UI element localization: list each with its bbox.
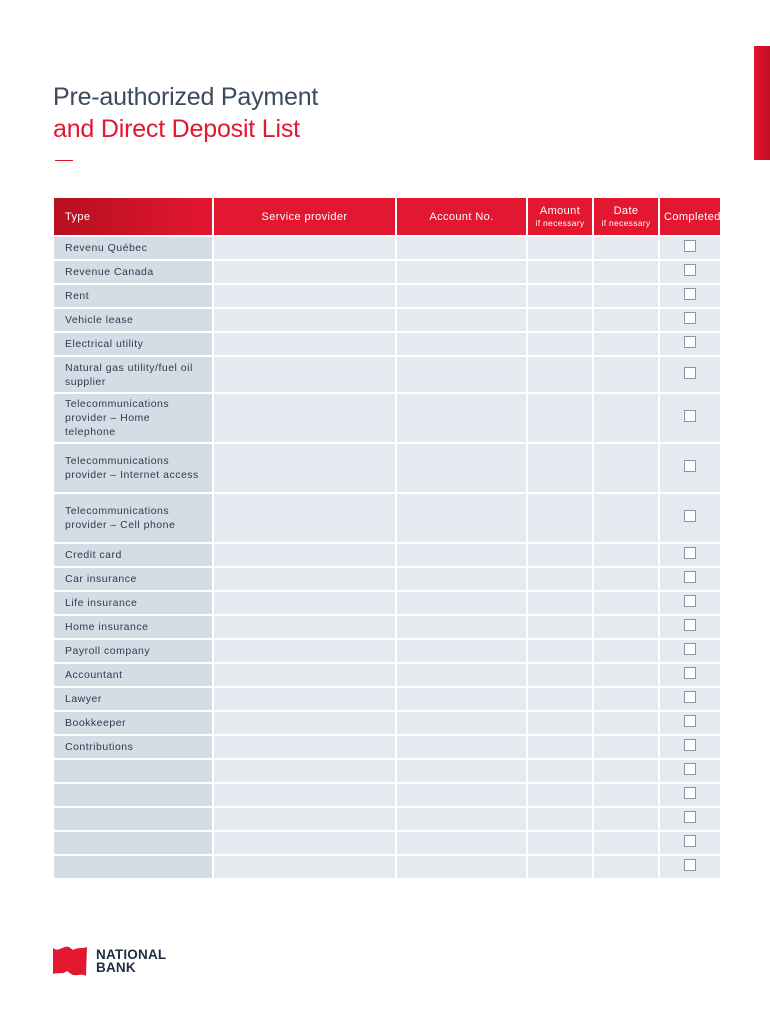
completed-checkbox[interactable] — [684, 571, 696, 583]
header-type: Type — [54, 198, 212, 235]
table-header-row — [54, 198, 720, 235]
row-type-cell: Credit card — [54, 544, 212, 566]
row-service-provider-field[interactable] — [214, 664, 395, 686]
row-amount-field[interactable] — [528, 808, 592, 830]
table-row — [54, 688, 720, 710]
row-service-provider-field[interactable] — [214, 712, 395, 734]
side-tab-accent — [754, 46, 770, 160]
row-date-field[interactable] — [594, 333, 658, 355]
row-type-cell: Electrical utility — [54, 333, 212, 355]
row-completed-cell — [660, 309, 720, 331]
row-completed-cell — [660, 616, 720, 638]
header-amount — [528, 198, 592, 235]
table-row — [54, 444, 720, 492]
header-date-label: Date — [613, 205, 639, 217]
title-line-2: and Direct Deposit List — [53, 115, 300, 143]
completed-checkbox[interactable] — [684, 288, 696, 300]
row-account-no-field[interactable] — [397, 616, 526, 638]
brand-line-2: BANK — [96, 960, 136, 975]
row-completed-cell — [660, 568, 720, 590]
row-amount-field[interactable] — [528, 688, 592, 710]
row-completed-cell — [660, 640, 720, 662]
table-row — [54, 832, 720, 854]
row-completed-cell — [660, 333, 720, 355]
header-date-sub: if necessary — [601, 218, 651, 228]
row-service-provider-field[interactable] — [214, 616, 395, 638]
header-account-no: Account No. — [397, 198, 526, 235]
row-type-cell: Revenu Québec — [54, 237, 212, 259]
row-account-no-field[interactable] — [397, 736, 526, 758]
table-row — [54, 494, 720, 542]
brand-line-1: NATIONAL — [96, 947, 167, 962]
header-service-provider: Service provider — [214, 198, 395, 235]
row-completed-cell — [660, 544, 720, 566]
row-account-no-field[interactable] — [397, 760, 526, 782]
row-amount-field[interactable] — [528, 237, 592, 259]
header-amount-sub: if necessary — [535, 218, 585, 228]
row-date-field[interactable] — [594, 592, 658, 614]
row-account-no-field[interactable] — [397, 333, 526, 355]
row-service-provider-field[interactable] — [214, 394, 395, 442]
row-amount-field[interactable] — [528, 333, 592, 355]
row-type-cell — [54, 760, 212, 782]
completed-checkbox[interactable] — [684, 460, 696, 472]
row-date-field[interactable] — [594, 494, 658, 542]
row-date-field[interactable] — [594, 760, 658, 782]
row-date-field[interactable] — [594, 832, 658, 854]
row-date-field[interactable] — [594, 616, 658, 638]
row-type-cell: Telecommunications provider – Cell phone — [54, 494, 212, 542]
row-date-field[interactable] — [594, 640, 658, 662]
row-amount-field[interactable] — [528, 832, 592, 854]
row-service-provider-field[interactable] — [214, 808, 395, 830]
completed-checkbox[interactable] — [684, 787, 696, 799]
completed-checkbox[interactable] — [684, 547, 696, 559]
row-amount-field[interactable] — [528, 784, 592, 806]
brand-name — [96, 948, 166, 974]
row-type-cell: Lawyer — [54, 688, 212, 710]
row-account-no-field[interactable] — [397, 784, 526, 806]
row-amount-field[interactable] — [528, 444, 592, 492]
row-completed-cell — [660, 712, 720, 734]
row-account-no-field[interactable] — [397, 832, 526, 854]
row-type-cell: Rent — [54, 285, 212, 307]
row-type-cell: Natural gas utility/fuel oil supplier — [54, 357, 212, 392]
row-date-field[interactable] — [594, 736, 658, 758]
row-amount-field[interactable] — [528, 357, 592, 392]
completed-checkbox[interactable] — [684, 715, 696, 727]
completed-checkbox[interactable] — [684, 739, 696, 751]
row-service-provider-field[interactable] — [214, 568, 395, 590]
row-type-cell: Payroll company — [54, 640, 212, 662]
table-row — [54, 640, 720, 662]
table-body — [54, 237, 720, 878]
row-amount-field[interactable] — [528, 856, 592, 878]
row-completed-cell — [660, 760, 720, 782]
row-completed-cell — [660, 494, 720, 542]
row-type-cell: Telecommunications provider – Home telephone — [54, 394, 212, 442]
table-row — [54, 544, 720, 566]
row-completed-cell — [660, 285, 720, 307]
header-amount-label: Amount — [539, 205, 581, 217]
table-row — [54, 237, 720, 259]
table-row — [54, 784, 720, 806]
row-account-no-field[interactable] — [397, 544, 526, 566]
row-completed-cell — [660, 856, 720, 878]
row-account-no-field[interactable] — [397, 568, 526, 590]
row-service-provider-field[interactable] — [214, 832, 395, 854]
row-amount-field[interactable] — [528, 494, 592, 542]
completed-checkbox[interactable] — [684, 643, 696, 655]
payment-deposit-table — [52, 196, 722, 880]
row-amount-field[interactable] — [528, 712, 592, 734]
row-date-field[interactable] — [594, 688, 658, 710]
completed-checkbox[interactable] — [684, 763, 696, 775]
row-service-provider-field[interactable] — [214, 736, 395, 758]
table-row — [54, 592, 720, 614]
row-amount-field[interactable] — [528, 394, 592, 442]
header-date — [594, 198, 658, 235]
completed-checkbox[interactable] — [684, 691, 696, 703]
row-date-field[interactable] — [594, 444, 658, 492]
row-account-no-field[interactable] — [397, 237, 526, 259]
row-account-no-field[interactable] — [397, 444, 526, 492]
row-completed-cell — [660, 664, 720, 686]
row-amount-field[interactable] — [528, 285, 592, 307]
row-service-provider-field[interactable] — [214, 357, 395, 392]
table-row — [54, 760, 720, 782]
completed-checkbox[interactable] — [684, 835, 696, 847]
table-row — [54, 736, 720, 758]
completed-checkbox[interactable] — [684, 595, 696, 607]
completed-checkbox[interactable] — [684, 667, 696, 679]
row-date-field[interactable] — [594, 808, 658, 830]
row-date-field[interactable] — [594, 237, 658, 259]
row-date-field[interactable] — [594, 285, 658, 307]
row-date-field[interactable] — [594, 712, 658, 734]
row-account-no-field[interactable] — [397, 357, 526, 392]
title-divider — [55, 160, 73, 161]
completed-checkbox[interactable] — [684, 859, 696, 871]
completed-checkbox[interactable] — [684, 240, 696, 252]
row-service-provider-field[interactable] — [214, 592, 395, 614]
row-service-provider-field[interactable] — [214, 856, 395, 878]
row-completed-cell — [660, 832, 720, 854]
row-type-cell — [54, 832, 212, 854]
page-title — [53, 81, 318, 145]
completed-checkbox[interactable] — [684, 410, 696, 422]
row-account-no-field[interactable] — [397, 494, 526, 542]
row-type-cell — [54, 808, 212, 830]
row-date-field[interactable] — [594, 568, 658, 590]
row-completed-cell — [660, 394, 720, 442]
row-service-provider-field[interactable] — [214, 688, 395, 710]
row-amount-field[interactable] — [528, 592, 592, 614]
table-row — [54, 856, 720, 878]
row-service-provider-field[interactable] — [214, 333, 395, 355]
row-type-cell: Home insurance — [54, 616, 212, 638]
row-completed-cell — [660, 808, 720, 830]
table-row — [54, 616, 720, 638]
table-row — [54, 394, 720, 442]
row-date-field[interactable] — [594, 856, 658, 878]
row-account-no-field[interactable] — [397, 640, 526, 662]
completed-checkbox[interactable] — [684, 264, 696, 276]
row-type-cell — [54, 784, 212, 806]
row-amount-field[interactable] — [528, 261, 592, 283]
row-type-cell — [54, 856, 212, 878]
row-service-provider-field[interactable] — [214, 237, 395, 259]
row-type-cell: Contributions — [54, 736, 212, 758]
row-account-no-field[interactable] — [397, 394, 526, 442]
completed-checkbox[interactable] — [684, 811, 696, 823]
row-service-provider-field[interactable] — [214, 494, 395, 542]
table-row — [54, 285, 720, 307]
row-type-cell: Accountant — [54, 664, 212, 686]
table-row — [54, 357, 720, 392]
row-completed-cell — [660, 261, 720, 283]
title-line-1: Pre-authorized Payment — [53, 83, 319, 111]
row-amount-field[interactable] — [528, 736, 592, 758]
national-bank-logo — [52, 944, 166, 978]
national-bank-flag-icon — [52, 944, 88, 978]
completed-checkbox[interactable] — [684, 510, 696, 522]
row-type-cell: Revenue Canada — [54, 261, 212, 283]
row-service-provider-field[interactable] — [214, 640, 395, 662]
row-account-no-field[interactable] — [397, 261, 526, 283]
row-date-field[interactable] — [594, 394, 658, 442]
row-completed-cell — [660, 784, 720, 806]
table-row — [54, 712, 720, 734]
completed-checkbox[interactable] — [684, 312, 696, 324]
row-date-field[interactable] — [594, 357, 658, 392]
row-completed-cell — [660, 736, 720, 758]
row-amount-field[interactable] — [528, 568, 592, 590]
row-service-provider-field[interactable] — [214, 285, 395, 307]
row-service-provider-field[interactable] — [214, 444, 395, 492]
row-completed-cell — [660, 357, 720, 392]
row-type-cell: Bookkeeper — [54, 712, 212, 734]
row-date-field[interactable] — [594, 664, 658, 686]
row-completed-cell — [660, 592, 720, 614]
row-date-field[interactable] — [594, 309, 658, 331]
completed-checkbox[interactable] — [684, 336, 696, 348]
table-row — [54, 333, 720, 355]
row-amount-field[interactable] — [528, 664, 592, 686]
row-amount-field[interactable] — [528, 544, 592, 566]
row-type-cell: Telecommunications provider – Internet access — [54, 444, 212, 492]
row-amount-field[interactable] — [528, 760, 592, 782]
table-row — [54, 261, 720, 283]
row-completed-cell — [660, 688, 720, 710]
row-account-no-field[interactable] — [397, 592, 526, 614]
row-date-field[interactable] — [594, 261, 658, 283]
row-account-no-field[interactable] — [397, 688, 526, 710]
row-account-no-field[interactable] — [397, 712, 526, 734]
row-account-no-field[interactable] — [397, 856, 526, 878]
row-amount-field[interactable] — [528, 640, 592, 662]
row-amount-field[interactable] — [528, 309, 592, 331]
row-type-cell: Life insurance — [54, 592, 212, 614]
row-date-field[interactable] — [594, 784, 658, 806]
completed-checkbox[interactable] — [684, 619, 696, 631]
row-service-provider-field[interactable] — [214, 784, 395, 806]
row-service-provider-field[interactable] — [214, 544, 395, 566]
row-type-cell: Vehicle lease — [54, 309, 212, 331]
row-service-provider-field[interactable] — [214, 309, 395, 331]
row-account-no-field[interactable] — [397, 808, 526, 830]
row-type-cell: Car insurance — [54, 568, 212, 590]
row-date-field[interactable] — [594, 544, 658, 566]
header-completed: Completed — [660, 198, 720, 235]
row-account-no-field[interactable] — [397, 664, 526, 686]
table-row — [54, 309, 720, 331]
row-service-provider-field[interactable] — [214, 760, 395, 782]
row-account-no-field[interactable] — [397, 309, 526, 331]
table-row — [54, 568, 720, 590]
row-completed-cell — [660, 237, 720, 259]
table-row — [54, 808, 720, 830]
row-completed-cell — [660, 444, 720, 492]
completed-checkbox[interactable] — [684, 367, 696, 379]
row-service-provider-field[interactable] — [214, 261, 395, 283]
row-account-no-field[interactable] — [397, 285, 526, 307]
row-amount-field[interactable] — [528, 616, 592, 638]
table-row — [54, 664, 720, 686]
